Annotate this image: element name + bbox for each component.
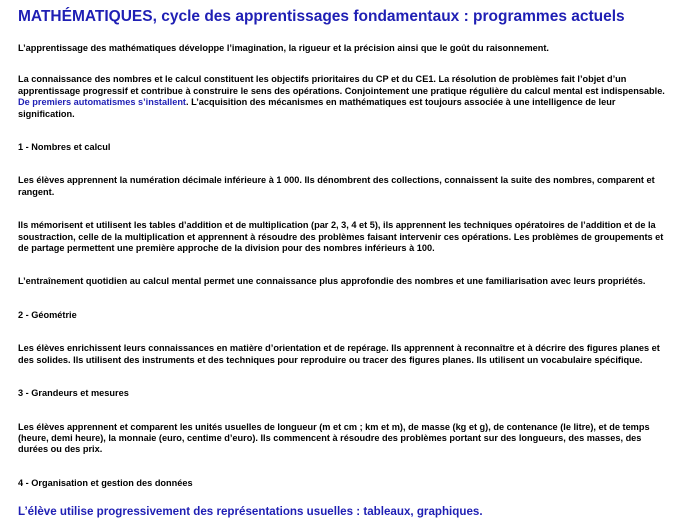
paragraph-tables: Ils mémorisent et utilisent les tables d’addition et de multiplication (par 2, 3, 4 et 5), ils apprennent les techniques opératoires de l’addition et de la soustraction, celle de la multiplication et apprennent à résoudre des problèmes faisant intervenir ces opérations. Les problèmes de groupements et de partage permettent une première approche de la division pour des nombres inférieurs à 100. (18, 220, 664, 254)
page-title: MATHÉMATIQUES, cycle des apprentissages fondamentaux : programmes actuels (18, 8, 625, 25)
paragraph-grandeurs: Les élèves apprennent et comparent les unités usuelles de longueur (m et cm ; km et m), de masse (kg et g), de contenance (le litre), et de temps (heure, demi heure), la monnaie (euro, centime d’euro). Ils commencent à résoudre des problèmes portant sur des longueurs, des masses, des durées ou des prix. (18, 421, 650, 455)
paragraph-calcul-mental: L’entraînement quotidien au calcul mental permet une connaissance plus approfondie des nombres et une familiarisation avec leurs propriétés. (18, 276, 646, 287)
priority-text-b: . L’acquisition des mécanismes en mathématiques est toujours associée à une intelligence de leur signification. (18, 97, 616, 119)
section-heading-nombres: 1 - Nombres et calcul (18, 142, 111, 153)
intro-paragraph: L’apprentissage des mathématiques développe l’imagination, la rigueur et la précision ainsi que le goût du raisonnement. (18, 43, 549, 53)
section-heading-geometrie: 2 - Géométrie (18, 309, 77, 320)
priority-text-a: La connaissance des nombres et le calcul constituent les objectifs prioritaires du CP et du CE1. La résolution de problèmes fait l’objet d’un apprentissage progressif et contribue à construire le sens des opérations. Conjointement une pratique régulière du calcul mental est indispensable. (18, 74, 665, 96)
section-heading-organisation: 4 - Organisation et gestion des données (18, 477, 193, 488)
paragraph-geometrie: Les élèves enrichissent leurs connaissances en matière d’orientation et de repérage. Ils apprennent à reconnaître et à décrire des figures planes et des solides. Ils utilisent des instruments et des techniques pour reproduire ou tracer des figures planes. Ils utilisent un vocabulaire spécifique. (18, 343, 660, 365)
priority-paragraph (18, 74, 668, 120)
document-page (18, 8, 668, 519)
section-heading-grandeurs: 3 - Grandeurs et mesures (18, 388, 129, 399)
closing-statement: L’élève utilise progressivement des représentations usuelles : tableaux, graphiques. (18, 505, 483, 519)
priority-highlight: De premiers automatismes s’installent (18, 97, 186, 108)
paragraph-numeration: Les élèves apprennent la numération décimale inférieure à 1 000. Ils dénombrent des collections, connaissent la suite des nombres, comparent et rangent. (18, 175, 655, 197)
